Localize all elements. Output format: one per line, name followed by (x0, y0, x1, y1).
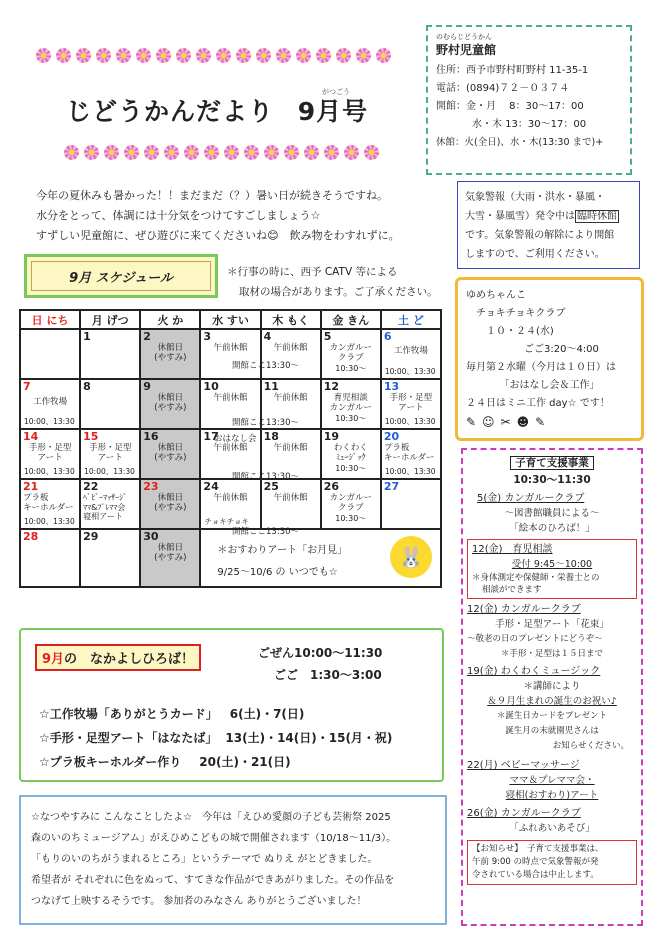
calendar-cell (200, 479, 260, 529)
support-item-heading: 12(金) 育児相談 (472, 544, 553, 555)
schedule-label (24, 254, 218, 298)
flower-icon (336, 48, 351, 63)
intro-line: 水分をとって、体調には十分気をつけてすごしましょう☆ (36, 209, 321, 222)
flower-icon (236, 48, 251, 63)
hiroba-title-month: 9月 (42, 652, 65, 667)
opening-note: 開館ここ13:30～ (232, 418, 299, 428)
day-number: 24 (203, 480, 219, 493)
cell-time: 10:00、13:30 (24, 467, 75, 476)
calendar-cell-empty (20, 329, 80, 379)
support-detail: 相談ができます (482, 585, 542, 595)
flower-icon (204, 145, 219, 160)
day-number: 20 (383, 430, 400, 443)
intro-line: 今年の夏休みも暑かった！！まだまだ（？）暑い日が続きそうですね。 (36, 189, 388, 202)
day-header-fri: 金 きん (321, 310, 381, 329)
flower-icon (356, 48, 371, 63)
support-detail: 誕生月の末就園児さんは (505, 726, 599, 736)
facility-info-box (426, 25, 632, 175)
flower-icon (316, 48, 331, 63)
notice-line: 【お知らせ】 子育て支援事業は、 (472, 844, 604, 854)
flower-icon (96, 48, 111, 63)
day-number: 2 (143, 330, 151, 343)
summer-report-box (19, 795, 447, 925)
cell-event: 育児相談 カンガルー (329, 393, 373, 413)
hiroba-time: ごぜん10:00～11:30 (258, 646, 383, 660)
support-detail: 手形・足型アート「花束」 (495, 619, 609, 630)
cell-event-secondary: チョキチョキ (204, 517, 249, 526)
flower-icon (36, 48, 51, 63)
cell-time: 10:30～ (335, 364, 367, 373)
day-number: 26 (323, 480, 340, 493)
support-detail: お知らせください。 (552, 741, 629, 751)
cell-event: カンガルー クラブ (329, 343, 373, 363)
club-time: ごご3:20～4:00 (524, 344, 599, 355)
cell-event: 休館日 (やすみ) (154, 543, 187, 563)
day-header-sat: 土 ど (381, 310, 441, 329)
art-note: 9/25～10/6 の いつでも☆ (217, 567, 338, 578)
calendar-cell (321, 329, 381, 379)
title-text: じどうかんだより (66, 97, 275, 126)
calendar-cell (20, 429, 80, 479)
art-note: ＊おすわりアート「お月見」 (217, 545, 348, 556)
summer-line: 森のいのちミュージアム」がえひめこどもの城で開催されます（10/18～11/3）。 (31, 833, 397, 844)
calendar-week (20, 329, 441, 379)
facility-hours-2: 水・木 13：30～17：00 (472, 119, 587, 130)
calendar-cell (261, 479, 321, 529)
cell-event: わくわく ﾐｭｰｼﾞｯｸ (333, 443, 368, 463)
calendar-cell (381, 479, 441, 529)
hiroba-times (258, 642, 382, 686)
club-line: 「おはなし会＆工作」 (499, 380, 600, 391)
notice-line: 午前 9:00 の時点で気象警報が発 (472, 857, 599, 867)
support-item-heading: 5(金) カンガルークラブ (477, 493, 585, 504)
day-number: 8 (83, 380, 91, 393)
support-detail: 受付 9:45～10:00 (511, 559, 593, 570)
decor-icons: ✎☺✂☻✎ (466, 415, 552, 429)
day-number: 13 (383, 380, 400, 393)
opening-note: 開館ここ13:30～ (232, 527, 299, 537)
calendar-cell (140, 529, 200, 587)
day-header-thu: 木 もく (261, 310, 321, 329)
cell-event: 午前休館 (273, 343, 308, 353)
calendar-cell (80, 479, 140, 529)
club-name: チョキチョキクラブ (476, 308, 566, 319)
club-line: ２４日はミニ工作 day☆ です！ (466, 398, 610, 409)
support-detail: ママ＆プレママ会・ (509, 775, 595, 786)
hiroba-item-dates: 6(土)・7(日) (229, 707, 305, 721)
cell-event: 手形・足型 アート (389, 393, 433, 413)
cell-time: 10:00、13:30 (24, 417, 75, 426)
flower-icon (196, 48, 211, 63)
support-item-heading: 19(金) わくわくミュージック (467, 666, 601, 677)
flower-icon (224, 145, 239, 160)
calendar-cell (80, 379, 140, 429)
cell-event: 手形・足型 アート (28, 443, 72, 463)
calendar-cell (381, 329, 441, 379)
flower-icon (76, 48, 91, 63)
hiroba-item-dates: 20(土)・21(日) (199, 755, 291, 769)
day-number: 25 (263, 480, 279, 493)
flower-icon (56, 48, 71, 63)
flower-icon (256, 48, 271, 63)
day-number: 15 (83, 430, 99, 443)
flower-icon (64, 145, 79, 160)
support-detail: ＊講師により (523, 681, 581, 692)
calendar-cell (321, 379, 381, 429)
cell-event: 午前休館 (213, 343, 248, 353)
flower-icon (144, 145, 159, 160)
intro-text (36, 186, 400, 246)
hiroba-box (19, 628, 444, 782)
cell-event: 午前休館 (213, 443, 248, 453)
flower-icon (296, 48, 311, 63)
calendar-week (20, 479, 441, 529)
calendar-cell (140, 429, 200, 479)
summer-line: 希望者が それぞれに色をぬって、すてきな作品ができあがりました。その作品を (31, 875, 395, 886)
day-number: 12 (323, 380, 340, 393)
calendar-cell (261, 329, 321, 379)
summer-line: 「もりのいのちがうまれるところ」というテーマで ぬりえ がとどきました。 (31, 854, 378, 865)
flower-icon (304, 145, 319, 160)
support-notice-box (467, 840, 637, 885)
cell-event: 休館日 (やすみ) (154, 343, 187, 363)
hiroba-item-name: ☆プラ板キーホルダー作り (39, 755, 182, 769)
facility-phone: 電話：(0894)７２－０３７４ (436, 83, 570, 94)
cell-event: プラ板 キーホルダー (383, 443, 435, 463)
opening-note: 開館ここ13:30～ (232, 361, 299, 371)
day-header-sun: 日 にち (20, 310, 80, 329)
calendar-cell (140, 379, 200, 429)
catv-note-line: ＊行事の時に、西予 CATV 等による (227, 266, 398, 278)
flower-icon (176, 48, 191, 63)
flower-icon (184, 145, 199, 160)
childcare-support-box (461, 448, 643, 926)
intro-line: すずしい児童館に、ぜひ遊びに来てくださいね😊 飲み物をわすれずに。 (36, 229, 400, 242)
facility-name-ruby: のむらじどうかん (436, 33, 492, 41)
day-number: 28 (23, 530, 39, 543)
day-header-tue: 火 か (140, 310, 200, 329)
title-month: 9月号 (297, 97, 369, 126)
cell-event: 午前休館 (273, 443, 308, 453)
day-number: 3 (203, 330, 212, 343)
hiroba-title (35, 644, 201, 671)
warning-line: 気象警報（大雨・洪水・暴風・ (465, 192, 605, 203)
flower-icon (164, 145, 179, 160)
flower-icon (276, 48, 291, 63)
cell-event: 午前休館 (273, 393, 308, 403)
flower-icon (116, 48, 131, 63)
warning-line: です。気象警報の解除により開館 (465, 230, 615, 241)
calendar-cell (80, 529, 140, 587)
flower-icon (364, 145, 379, 160)
support-detail: ＊誕生日カードをプレゼント (496, 711, 608, 721)
day-number: 27 (383, 480, 400, 493)
calendar-header-row (20, 310, 441, 329)
facility-hours-1: 開館：金・月 8：30～17：00 (436, 101, 584, 112)
calendar-cell (140, 329, 200, 379)
storytime-note: おはなし会 (214, 434, 257, 444)
notice-line: 令されている場合は中止します。 (472, 870, 599, 880)
flower-icon (264, 145, 279, 160)
calendar-cell (381, 379, 441, 429)
day-number: 16 (143, 430, 159, 443)
cell-event: 午前休館 (213, 493, 248, 503)
calendar-cell (140, 479, 200, 529)
warning-line: 大雪・暴風雪）発令中は (465, 211, 575, 222)
calendar-cell (20, 379, 80, 429)
cell-time: 10:00、13:30 (384, 367, 436, 376)
flower-icon (124, 145, 139, 160)
support-detail: 寝相(おすわり)アート (505, 790, 599, 801)
calendar-cell (200, 329, 260, 379)
flower-icon (376, 48, 391, 63)
cell-event: 工作牧場 (393, 346, 428, 356)
club-line: 毎月第２水曜（今月は１０日）は (466, 362, 616, 373)
flower-icon (244, 145, 259, 160)
flower-icon (156, 48, 171, 63)
flower-row-top (36, 48, 391, 63)
support-detail: 「ふれあいあそび」 (509, 823, 595, 834)
hiroba-item-list (39, 702, 392, 774)
calendar-cell-note (200, 529, 441, 587)
support-detail: ～図書館職員による～ (504, 508, 600, 519)
opening-note: 開館ここ13:30～ (232, 472, 299, 482)
day-number: 18 (263, 430, 279, 443)
hiroba-item-name: ☆工作牧場「ありがとうカード」 (39, 707, 218, 721)
flower-icon (324, 145, 339, 160)
flower-row-bottom (64, 145, 379, 160)
cell-time: 10:00、13:30 (384, 417, 436, 426)
flower-icon (284, 145, 299, 160)
day-number: 14 (23, 430, 39, 443)
consultation-box (467, 539, 637, 599)
cell-time: 10:00、13:30 (84, 467, 135, 476)
catv-note-line: 取材の場合があります。ご了承ください。 (239, 286, 438, 298)
flower-icon (136, 48, 151, 63)
day-header-wed: 水 すい (200, 310, 260, 329)
moon-rabbit-icon: 🐰 (390, 536, 432, 578)
cell-event: 休館日 (やすみ) (154, 493, 187, 513)
hiroba-item-name: ☆手形・足型アート「はなたば」 (39, 731, 218, 745)
flower-icon (84, 145, 99, 160)
day-header-mon: 月 げつ (80, 310, 140, 329)
temporary-closure-tag: 臨時休館 (577, 211, 617, 222)
facility-name: 野村児童館 (436, 43, 497, 57)
day-number: 5 (323, 330, 332, 343)
flower-icon (216, 48, 231, 63)
catv-note (227, 262, 438, 302)
cell-time: 10:00、13:30 (24, 517, 75, 526)
support-item-heading: 26(金) カンガルークラブ (467, 808, 581, 819)
day-number: 29 (83, 530, 99, 543)
club-date: １０・２４(水) (486, 326, 554, 337)
flower-icon (344, 145, 359, 160)
calendar-cell: 1 (80, 329, 140, 379)
calendar (19, 309, 442, 588)
cell-event: 工作牧場 (33, 397, 68, 407)
day-number: 23 (143, 480, 159, 493)
calendar-cell (20, 529, 80, 587)
title-month-ruby: がつごう (322, 88, 350, 96)
facility-closed: 休館：火(全日)、水・木(13:30 まで)+ (436, 137, 604, 148)
weather-warning-box (457, 181, 640, 269)
schedule-label-text: 9月 スケジュール (31, 261, 211, 291)
cell-time: 10:00、13:30 (384, 467, 436, 476)
facility-address: 住所：西予市野村町野村 11-35-1 (436, 65, 589, 76)
scissors-club-box (455, 277, 644, 441)
cell-event: ﾍﾞﾋﾞｰﾏｯｻｰｼﾞ ﾏﾏ&ﾌﾟﾚﾏﾏ会 寝相アート (83, 493, 128, 521)
day-number: 10 (203, 380, 219, 393)
hiroba-item (39, 702, 392, 726)
calendar-cell (321, 479, 381, 529)
day-number: 19 (323, 430, 340, 443)
hiroba-time: ごご 1:30～3:00 (274, 668, 382, 682)
flower-bouquet-icon (385, 678, 439, 718)
club-line: ゆめちゃんこ (466, 290, 526, 301)
calendar-week (20, 379, 441, 429)
hiroba-item (39, 726, 392, 750)
cell-event: 休館日 (やすみ) (154, 443, 187, 463)
support-detail: 「絵本のひろば！」 (509, 523, 595, 534)
warning-line: しますので、ご利用ください。 (465, 249, 605, 260)
cell-time: 10:30～ (335, 414, 367, 423)
support-item-heading: 12(金) カンガルークラブ (467, 604, 581, 615)
support-detail: ～敬老の日のプレゼントにどうぞ～ (467, 634, 603, 644)
cell-time: 10:30～ (335, 514, 367, 523)
cell-event: 手形・足型 アート (88, 443, 132, 463)
support-item-heading: 22(月) ベビーマッサージ (467, 760, 580, 771)
support-title: 子育て支援事業 (510, 456, 594, 470)
day-number: 30 (143, 530, 159, 543)
page-title (66, 92, 368, 128)
hiroba-item-dates: 13(土)・14(日)・15(月・祝) (225, 731, 393, 745)
calendar-cell (20, 479, 80, 529)
calendar-cell (321, 429, 381, 479)
calendar-week (20, 529, 441, 587)
cell-event: プラ板 キーホルダー (23, 493, 74, 513)
day-number: 21 (23, 480, 39, 493)
day-number: 11 (263, 380, 279, 393)
cell-event: 休館日 (やすみ) (154, 393, 187, 413)
cell-event: 午前休館 (213, 393, 248, 403)
flower-icon (104, 145, 119, 160)
calendar-cell (80, 429, 140, 479)
day-number: 7 (23, 380, 31, 393)
cell-event: カンガルー クラブ (329, 493, 373, 513)
support-detail: ＊手形・足型は１５日まで (500, 649, 603, 659)
day-number: 22 (83, 480, 99, 493)
support-time: 10:30～11:30 (513, 474, 591, 486)
hiroba-title-text: の なかよしひろば！ (64, 652, 195, 667)
day-number: 9 (143, 380, 151, 393)
summer-line: つなげて上映するそうです。 参加者のみなさん ありがとうございました！ (31, 896, 367, 907)
support-detail: ＊身体測定や保健師・栄養士との (472, 573, 600, 583)
day-number: 6 (383, 330, 392, 343)
support-detail: ＆９月生まれの誕生のお祝い♪ (487, 696, 617, 707)
cell-time: 10:30～ (335, 464, 367, 473)
summer-line: ☆なつやすみに こんなことしたよ☆ 今年は「えひめ愛顔の子ども芸術祭 2025 (31, 812, 391, 823)
day-number: 4 (263, 330, 272, 343)
calendar-cell (381, 429, 441, 479)
day-number: 17 (203, 430, 219, 443)
cell-event: 午前休館 (273, 493, 308, 503)
hiroba-item (39, 750, 392, 774)
